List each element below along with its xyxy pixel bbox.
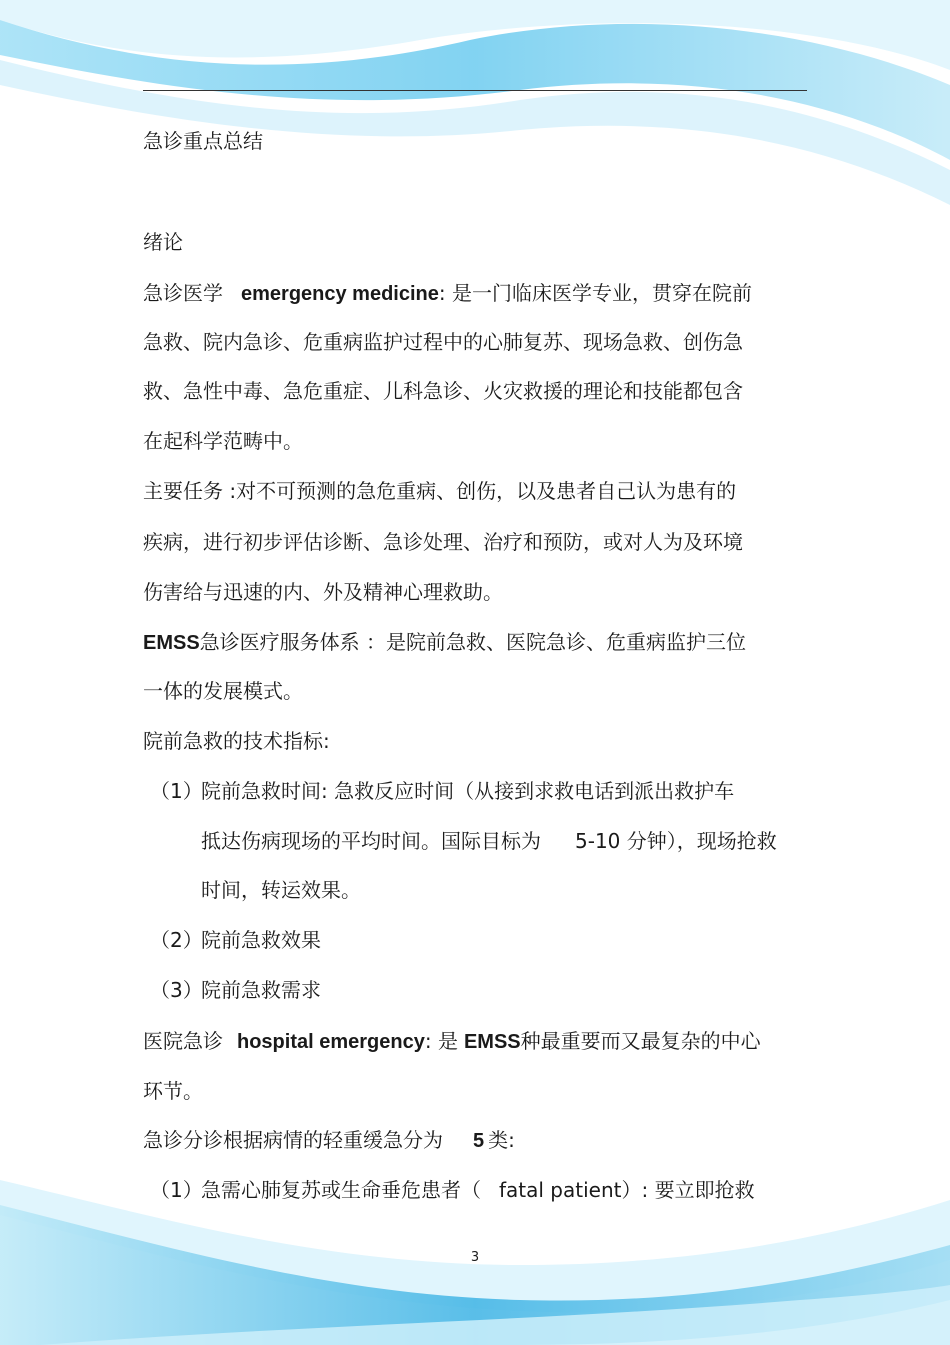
term-lead: 急诊医学 <box>143 281 223 305</box>
list-heading: 院前急救的技术指标: <box>143 729 330 753</box>
list-item-text: 抵达伤病现场的平均时间。国际目标为 <box>201 829 541 853</box>
term-english: EMSS <box>463 1031 521 1053</box>
list-item-text: ）: 要立即抢救 <box>621 1178 755 1202</box>
list-number: （3） <box>150 978 203 1002</box>
term-definition: 种最重要而又最复杂的中心 <box>520 1029 761 1053</box>
list-item-text: 5-10 分钟），现场抢救 <box>575 829 777 853</box>
list-item: 院前急救时间: 急救反应时间（从接到求救电话到派出救护车 <box>201 779 735 803</box>
list-item: 院前急救需求 <box>201 978 321 1002</box>
list-item-text: 急需心肺复苏或生命垂危患者（ <box>201 1178 481 1202</box>
term-english: EMSS <box>143 632 200 654</box>
paragraph-text: 急诊分诊根据病情的轻重缓急分为 <box>143 1128 443 1152</box>
paragraph-line: 环节。 <box>143 1079 203 1103</box>
list-number: （1） <box>150 779 203 803</box>
paragraph-line: 主要任务 :对不可预测的急危重病、创伤，以及患者自己认为患有的 <box>143 479 737 503</box>
list-item-continuation <box>201 828 777 854</box>
paragraph-line <box>143 629 746 656</box>
section-heading: 绪论 <box>143 230 183 254</box>
page-number: 3 <box>470 1250 480 1265</box>
paragraph-text: 类: <box>488 1128 515 1152</box>
term-english: emergency medicine <box>241 283 439 305</box>
paragraph-line <box>143 280 752 307</box>
paragraph-line <box>143 1028 761 1055</box>
term-lead: 医院急诊 <box>143 1029 223 1053</box>
list-item <box>201 1177 755 1203</box>
list-item-continuation: 时间，转运效果。 <box>201 878 361 902</box>
list-item: 院前急救效果 <box>201 928 321 952</box>
term-definition: : 是一门临床医学专业，贯穿在院前 <box>438 281 752 305</box>
category-count: 5 <box>473 1130 485 1152</box>
list-number: （2） <box>150 928 203 952</box>
paragraph-line: 救、急性中毒、急危重症、儿科急诊、火灾救援的理论和技能都包含 <box>143 379 743 403</box>
term-definition: : 是 <box>424 1029 458 1053</box>
term-english: fatal patient <box>499 1178 622 1202</box>
paragraph-line: 在起科学范畴中。 <box>143 429 303 453</box>
paragraph-line: 疾病，进行初步评估诊断、急诊处理、治疗和预防，或对人为及环境 <box>143 530 743 554</box>
paragraph-line: 一体的发展模式。 <box>143 679 303 703</box>
header-rule <box>143 90 807 91</box>
list-number: （1） <box>150 1178 203 1202</box>
paragraph-line: 急救、院内急诊、危重病监护过程中的心肺复苏、现场急救、创伤急 <box>143 330 743 354</box>
term-definition: 急诊医疗服务体系 ：是院前急救、医院急诊、危重病监护三位 <box>199 630 747 654</box>
paragraph-line: 伤害给与迅速的内、外及精神心理救助。 <box>143 580 503 604</box>
paragraph-line <box>143 1127 515 1154</box>
document-title: 急诊重点总结 <box>143 129 263 153</box>
term-english: hospital emergency <box>237 1031 425 1053</box>
